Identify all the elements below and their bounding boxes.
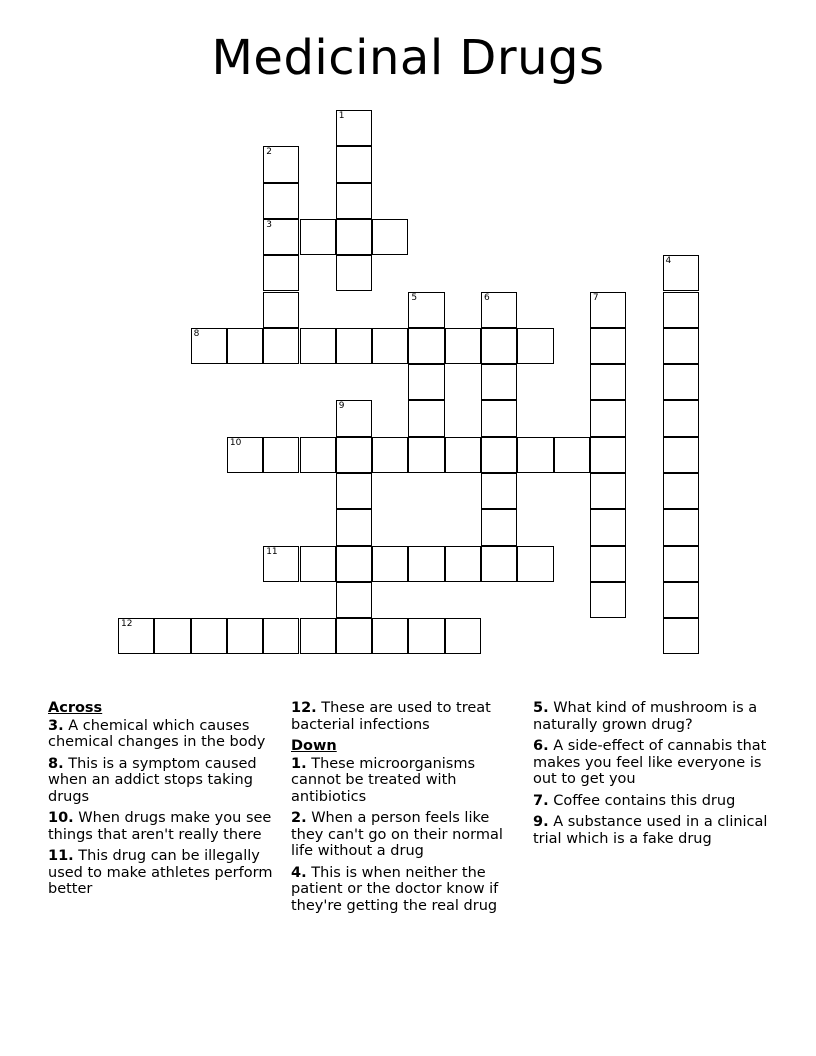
grid-cell[interactable] xyxy=(663,582,699,618)
grid-cell[interactable] xyxy=(663,292,699,328)
grid-cell[interactable] xyxy=(336,618,372,654)
grid-cell[interactable] xyxy=(336,328,372,364)
grid-cell[interactable] xyxy=(445,328,481,364)
clue-item xyxy=(533,738,768,788)
grid-cell[interactable] xyxy=(408,618,444,654)
grid-cell[interactable] xyxy=(263,618,299,654)
grid-cell[interactable] xyxy=(154,618,190,654)
grid-cell[interactable] xyxy=(517,546,553,582)
cell-number: 1 xyxy=(338,111,345,121)
clue-text: These microorganisms cannot be treated with antibiotics xyxy=(291,755,476,805)
grid-cell[interactable] xyxy=(336,437,372,473)
grid-cell[interactable] xyxy=(481,328,517,364)
clue-item xyxy=(48,848,283,898)
grid-cell[interactable] xyxy=(408,328,444,364)
clue-text: This is a symptom caused when an addict stops taking drugs xyxy=(48,755,257,805)
grid-cell[interactable] xyxy=(263,183,299,219)
grid-cell[interactable] xyxy=(300,437,336,473)
grid-cell[interactable] xyxy=(445,618,481,654)
grid-cell[interactable] xyxy=(227,328,263,364)
grid-cell[interactable] xyxy=(408,364,444,400)
cell-number: 4 xyxy=(665,256,672,267)
grid-cell[interactable] xyxy=(590,292,626,328)
grid-cell[interactable] xyxy=(263,292,299,328)
grid-cell[interactable] xyxy=(663,364,699,400)
clue-text: These are used to treat bacterial infections xyxy=(291,700,491,733)
grid-cell[interactable] xyxy=(336,582,372,618)
clue-text: This is when neither the patient or the doctor know if they're getting the real drug xyxy=(291,864,499,914)
clue-number: 5. xyxy=(533,700,549,716)
grid-cell[interactable] xyxy=(263,437,299,473)
clue-number: 7. xyxy=(533,792,549,809)
grid-cell[interactable] xyxy=(590,328,626,364)
grid-cell[interactable] xyxy=(336,255,372,291)
grid-cell[interactable] xyxy=(663,546,699,582)
grid-cell[interactable] xyxy=(590,437,626,473)
clue-number: 8. xyxy=(48,755,64,772)
grid-cell[interactable] xyxy=(263,328,299,364)
clue-number: 1. xyxy=(291,755,307,772)
grid-cell[interactable] xyxy=(663,328,699,364)
clue-text: This drug can be illegally used to make athletes perform better xyxy=(48,848,273,897)
grid-cell[interactable] xyxy=(263,255,299,291)
cell-number: 5 xyxy=(411,292,418,303)
clue-item xyxy=(48,718,283,751)
clue-item xyxy=(291,756,526,806)
across-heading: Across xyxy=(48,700,103,716)
grid-cell[interactable] xyxy=(445,437,481,473)
grid-cell[interactable] xyxy=(300,219,336,255)
grid-cell[interactable] xyxy=(590,364,626,400)
clue-text: What kind of mushroom is a naturally grown drug? xyxy=(533,700,758,733)
grid-cell[interactable] xyxy=(263,146,299,182)
cell-number: 12 xyxy=(121,619,133,630)
cell-number: 2 xyxy=(266,147,272,158)
cell-number: 10 xyxy=(229,437,242,448)
grid-cell[interactable] xyxy=(336,183,372,219)
grid-cell[interactable] xyxy=(590,400,626,436)
grid-cell[interactable] xyxy=(663,618,699,654)
grid-cell[interactable] xyxy=(663,255,699,291)
clue-text: When a person feels like they can't go on their normal life without a drug xyxy=(291,810,503,859)
grid-cell[interactable] xyxy=(227,437,263,473)
grid-cell[interactable] xyxy=(663,400,699,436)
grid-cell[interactable] xyxy=(663,473,699,509)
clue-column-2 xyxy=(291,700,526,919)
clue-number: 4. xyxy=(291,864,307,881)
clue-item xyxy=(533,793,768,810)
clue-item xyxy=(533,700,768,733)
grid-cell[interactable] xyxy=(554,437,590,473)
cell-number: 11 xyxy=(266,546,278,557)
grid-cell[interactable] xyxy=(445,546,481,582)
cell-number: 7 xyxy=(592,292,599,303)
grid-cell[interactable] xyxy=(372,546,408,582)
grid-cell[interactable] xyxy=(408,292,444,328)
grid-cell[interactable] xyxy=(481,546,517,582)
grid-cell[interactable] xyxy=(517,328,553,364)
clue-number: 10. xyxy=(48,810,74,826)
clue-item xyxy=(291,865,526,915)
grid-cell[interactable] xyxy=(372,618,408,654)
grid-cell[interactable] xyxy=(590,546,626,582)
clue-number: 6. xyxy=(533,738,549,754)
grid-cell[interactable] xyxy=(590,582,626,618)
clue-number: 3. xyxy=(48,717,64,734)
clue-number: 12. xyxy=(291,700,317,716)
clue-text: A chemical which causes chemical changes in the body xyxy=(48,717,266,750)
clue-item xyxy=(291,700,526,733)
grid-cell[interactable] xyxy=(300,618,336,654)
grid-cell[interactable] xyxy=(191,328,227,364)
grid-cell[interactable] xyxy=(663,509,699,545)
clue-number: 2. xyxy=(291,810,307,826)
grid-cell[interactable] xyxy=(372,328,408,364)
grid-cell[interactable] xyxy=(300,546,336,582)
grid-cell[interactable] xyxy=(517,437,553,473)
grid-cell[interactable] xyxy=(191,618,227,654)
grid-cell[interactable] xyxy=(118,618,154,654)
clue-text: Coffee contains this drug xyxy=(548,792,736,809)
grid-cell[interactable] xyxy=(336,146,372,182)
clue-item xyxy=(291,810,526,860)
grid-cell[interactable] xyxy=(372,219,408,255)
cell-number: 8 xyxy=(193,328,200,339)
cell-number: 9 xyxy=(338,401,345,412)
clue-item xyxy=(48,810,283,843)
grid-cell[interactable] xyxy=(663,437,699,473)
grid-cell[interactable] xyxy=(408,546,444,582)
clue-text: A side-effect of cannabis that makes you feel like everyone is out to get you xyxy=(533,738,767,787)
grid-cell[interactable] xyxy=(227,618,263,654)
grid-cell[interactable] xyxy=(336,110,372,146)
page-title: Medicinal Drugs xyxy=(211,30,605,86)
grid-cell[interactable] xyxy=(372,437,408,473)
grid-cell[interactable] xyxy=(336,473,372,509)
cell-number: 3 xyxy=(266,219,272,230)
clue-item xyxy=(533,814,768,847)
grid-cell[interactable] xyxy=(263,219,299,255)
grid-cell[interactable] xyxy=(336,400,372,436)
grid-cell[interactable] xyxy=(481,364,517,400)
clue-column-3 xyxy=(533,700,768,852)
grid-cell[interactable] xyxy=(263,546,299,582)
grid-cell[interactable] xyxy=(408,437,444,473)
clue-text: When drugs make you see things that aren't really there xyxy=(48,810,272,843)
clue-item xyxy=(48,756,283,806)
grid-cell[interactable] xyxy=(336,546,372,582)
clue-number: 9. xyxy=(533,814,549,830)
grid-cell[interactable] xyxy=(590,509,626,545)
down-heading: Down xyxy=(291,738,337,754)
grid-cell[interactable] xyxy=(408,400,444,436)
clue-column-1 xyxy=(48,700,283,903)
grid-cell[interactable] xyxy=(481,400,517,436)
grid-cell[interactable] xyxy=(481,473,517,509)
cell-number: 6 xyxy=(484,292,490,303)
grid-cell[interactable] xyxy=(336,509,372,545)
clue-text: A substance used in a clinical trial which is a fake drug xyxy=(533,814,768,847)
grid-cell[interactable] xyxy=(481,509,517,545)
grid-cell[interactable] xyxy=(481,292,517,328)
grid-cell[interactable] xyxy=(336,219,372,255)
grid-cell[interactable] xyxy=(590,473,626,509)
grid-cell[interactable] xyxy=(300,328,336,364)
clue-number: 11. xyxy=(48,848,74,864)
grid-cell[interactable] xyxy=(481,437,517,473)
